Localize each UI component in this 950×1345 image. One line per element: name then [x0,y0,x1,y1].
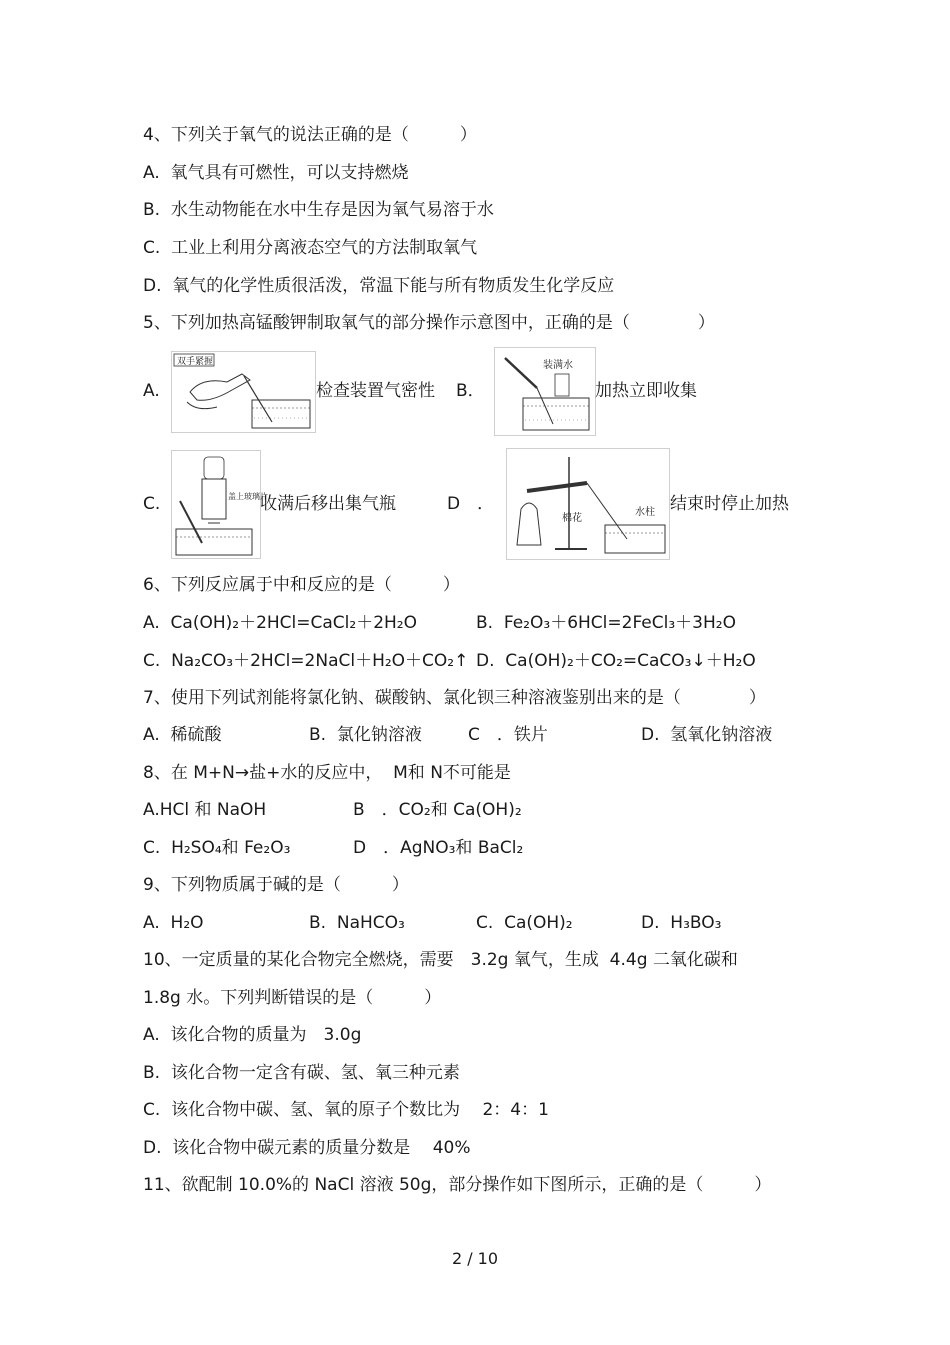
q5-option-a-label: A. [143,381,160,401]
q5-figure-d-text-water: 水柱 [635,507,655,518]
q8-option-b: B ．CO₂和 Ca(OH)₂ [353,800,522,820]
q4-stem: 4、下列关于氧气的说法正确的是（ ） [143,125,477,145]
q5-figure-c-text: 盖上玻璃片 [228,492,268,501]
q5-figure-a [171,351,316,433]
q7-option-c: C ．铁片 [468,725,548,745]
q9-stem: 9、下列物质属于碱的是（ ） [143,875,409,895]
page-number: 2 / 10 [451,1249,499,1268]
q5-option-d-text: 结束时停止加热 [670,494,789,514]
q4-option-c: C. 工业上利用分离液态空气的方法制取氧气 [143,238,478,258]
q4-option-a: A. 氧气具有可燃性，可以支持燃烧 [143,163,409,183]
q7-option-a: A. 稀硫酸 [143,725,222,745]
q10-option-b: B. 该化合物一定含有碳、氢、氧三种元素 [143,1063,460,1083]
q5-option-d-label: D ． [447,494,495,514]
q8-option-a: A.HCl 和 NaOH [143,800,267,820]
q7-option-b: B. 氯化钠溶液 [309,725,422,745]
q6-option-c: C. Na₂CO₃＋2HCl=2NaCl＋H₂O＋CO₂↑ [143,651,469,671]
q8-option-c: C. H₂SO₄和 Fe₂O₃ [143,838,291,858]
q10-stem-line2: 1.8g 水。下列判断错误的是（ ） [143,988,442,1008]
q5-option-c-text: 收满后移出集气瓶 [260,494,396,514]
q5-option-b-label: B． [456,381,485,401]
q6-option-b: B. Fe₂O₃＋6HCl=2FeCl₃＋3H₂O [476,613,736,633]
q6-stem: 6、下列反应属于中和反应的是（ ） [143,575,460,595]
q5-figure-d [506,448,670,560]
q5-option-c-label: C. [143,494,161,514]
q5-figure-b-text: 装满水 [543,360,573,371]
q11-stem: 11、欲配制 10.0%的 NaCl 溶液 50g，部分操作如下图所示，正确的是（ ） [143,1175,772,1195]
q5-figure-d-text-cotton: 棉花 [562,513,582,524]
q4-option-b: B. 水生动物能在水中生存是因为氧气易溶于水 [143,200,494,220]
q7-stem: 7、使用下列试剂能将氯化钠、碳酸钠、氯化钡三种溶液鉴别出来的是（ ） [143,688,766,708]
q4-option-d: D. 氧气的化学性质很活泼，常温下能与所有物质发生化学反应 [143,276,615,296]
q7-option-d: D. 氢氧化钠溶液 [641,725,773,745]
q9-option-d: D. H₃BO₃ [641,913,722,933]
q9-option-c: C. Ca(OH)₂ [476,913,573,933]
q5-option-a-text: 检查装置气密性 [316,381,435,401]
q8-option-d: D ．AgNO₃和 BaCl₂ [353,838,524,858]
q9-option-b: B. NaHCO₃ [309,913,405,933]
q10-option-c: C. 该化合物中碳、氢、氧的原子个数比为 2：4：1 [143,1100,549,1120]
q5-option-b-text: 加热立即收集 [595,381,697,401]
q8-stem: 8、在 M+N→盐+水的反应中， M和 N不可能是 [143,763,511,783]
q9-option-a: A. H₂O [143,913,204,933]
q5-stem: 5、下列加热高锰酸钾制取氧气的部分操作示意图中，正确的是（ ） [143,313,715,333]
q10-stem-line1: 10、一定质量的某化合物完全燃烧，需要 3.2g 氧气，生成 4.4g 二氧化碳和 [143,950,738,970]
q5-figure-b [494,347,596,436]
q5-figure-c [171,450,268,559]
q6-option-d: D. Ca(OH)₂＋CO₂=CaCO₃↓＋H₂O [476,651,756,671]
q6-option-a: A. Ca(OH)₂＋2HCl=CaCl₂＋2H₂O [143,613,418,633]
q10-option-a: A. 该化合物的质量为 3.0g [143,1025,362,1045]
q5-figure-a-text: 双手紧握 [177,357,214,367]
q10-option-d: D. 该化合物中碳元素的质量分数是 40% [143,1138,471,1158]
